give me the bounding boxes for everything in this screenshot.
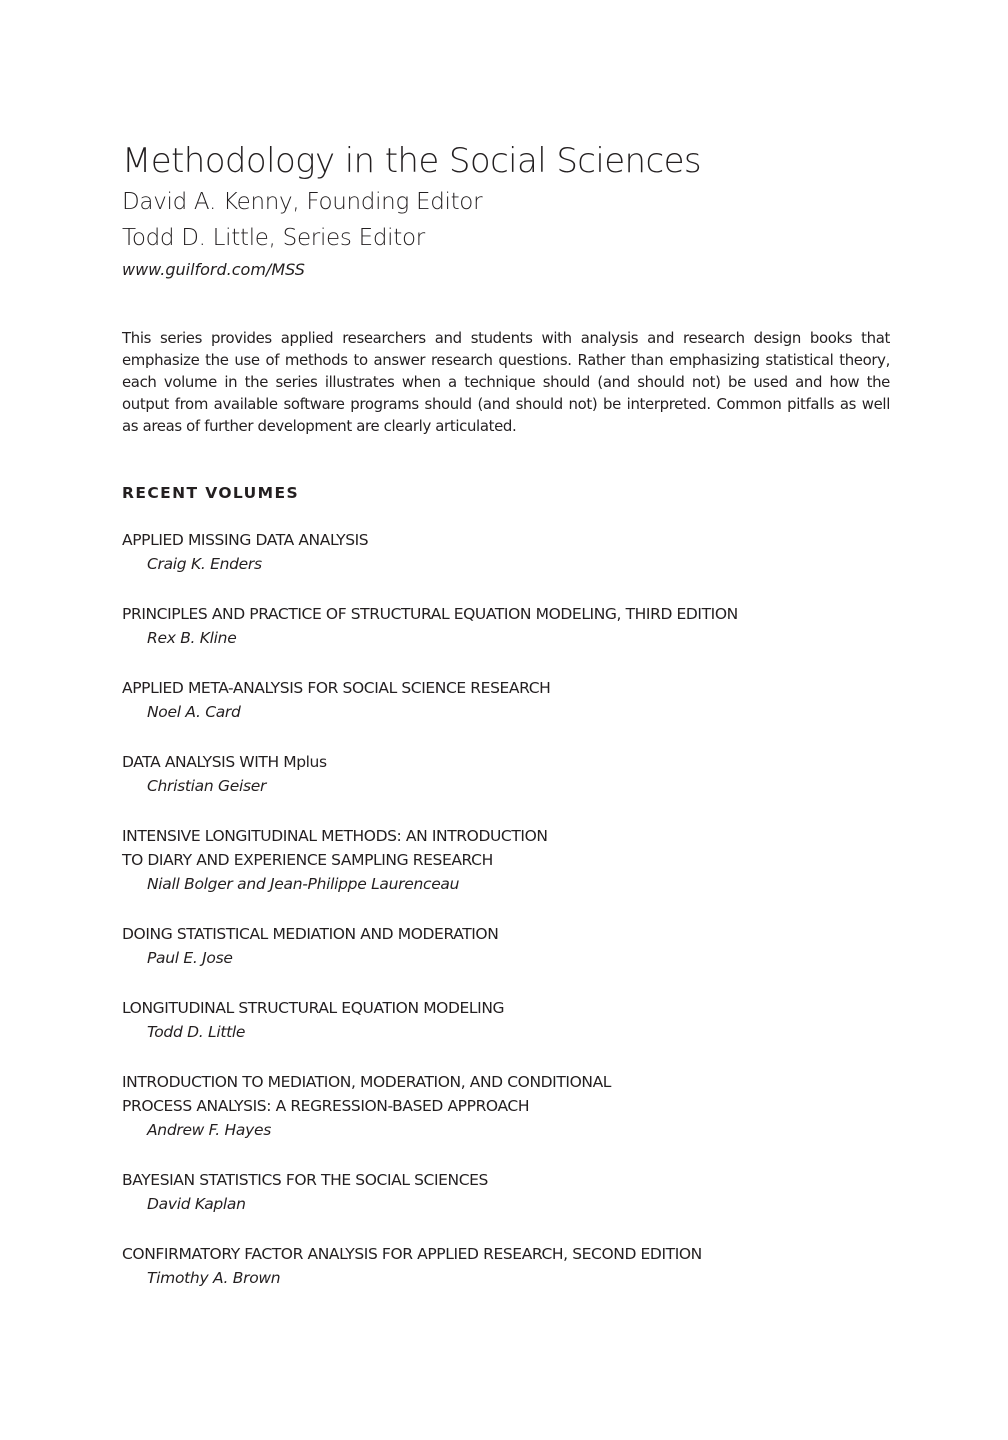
series-website: www.guilford.com/MSS [122,260,305,279]
volume-item [122,750,902,798]
volume-author: Paul E. Jose [147,949,233,967]
recent-volumes-heading: RECENT VOLUMES [122,484,300,502]
volume-item [122,1242,902,1290]
volume-item [122,1070,902,1142]
volume-item [122,528,902,576]
series-description: This series provides applied researchers and students with analysis and research design books that emphasize the use of methods to answer research questions. Rather than emphasizing statistical theory, each volume in the series illustrates when a technique should (and should not) be used and how the output from available software programs should (and should not) be interpreted. Common pitfalls as well as areas of further development are clearly articulated. [122,329,890,435]
volume-title: BAYESIAN STATISTICS FOR THE SOCIAL SCIENCES [122,1171,488,1189]
series-title: Methodology in the Social Sciences [122,141,702,181]
volume-author: Andrew F. Hayes [147,1121,271,1139]
volume-author: Rex B. Kline [147,629,237,647]
volume-author: David Kaplan [147,1195,246,1213]
volume-item [122,996,902,1044]
series-editor: Todd D. Little, Series Editor [122,225,425,251]
founding-editor: David A. Kenny, Founding Editor [122,189,483,215]
recent-volumes-list [122,528,902,1316]
volume-title: INTENSIVE LONGITUDINAL METHODS: AN INTRODUCTION TO DIARY AND EXPERIENCE SAMPLING RESEARCH [122,827,548,869]
volume-title: APPLIED META-ANALYSIS FOR SOCIAL SCIENCE RESEARCH [122,679,551,697]
series-header [122,138,902,284]
volume-author: Todd D. Little [147,1023,246,1041]
volume-author: Niall Bolger and Jean-Philippe Laurenceau [147,875,460,893]
volume-title: DOING STATISTICAL MEDIATION AND MODERATION [122,925,499,943]
volume-title: DATA ANALYSIS WITH Mplus [122,753,327,771]
volume-item [122,676,902,724]
volume-title: CONFIRMATORY FACTOR ANALYSIS FOR APPLIED RESEARCH, SECOND EDITION [122,1245,702,1263]
volume-author: Noel A. Card [147,703,241,721]
volume-title: INTRODUCTION TO MEDIATION, MODERATION, AND CONDITIONAL PROCESS ANALYSIS: A REGRESSION-BASED APPROACH [122,1073,612,1115]
volume-item [122,922,902,970]
volume-title: APPLIED MISSING DATA ANALYSIS [122,531,369,549]
volume-item [122,824,902,896]
volume-title: LONGITUDINAL STRUCTURAL EQUATION MODELING [122,999,505,1017]
volume-author: Christian Geiser [147,777,267,795]
volume-item [122,602,902,650]
volume-title: PRINCIPLES AND PRACTICE OF STRUCTURAL EQUATION MODELING, THIRD EDITION [122,605,738,623]
volume-item [122,1168,902,1216]
volume-author: Craig K. Enders [147,555,262,573]
volume-author: Timothy A. Brown [147,1269,281,1287]
